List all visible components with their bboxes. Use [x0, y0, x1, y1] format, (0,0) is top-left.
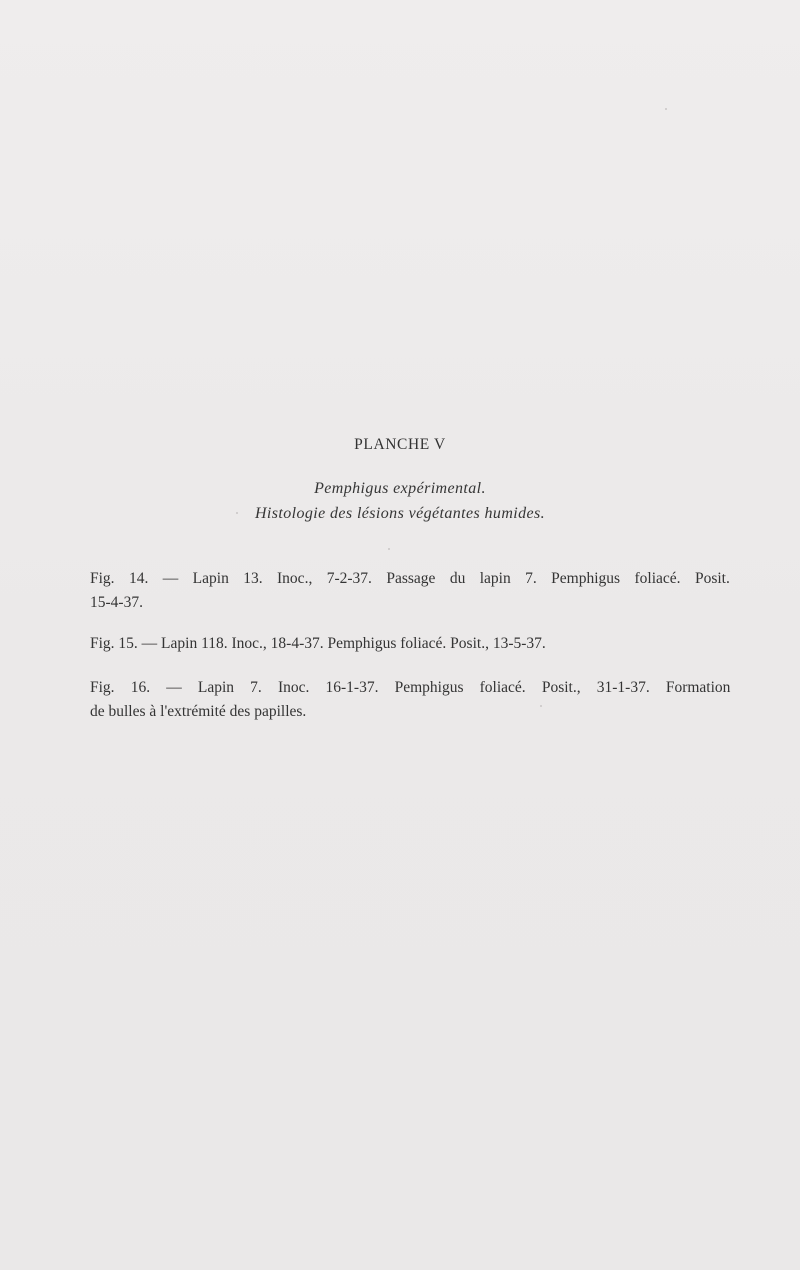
caption-line: de bulles à l'extrémité des papilles. [90, 703, 307, 720]
paper-speck [388, 548, 390, 550]
caption-line: 15-4-37. [90, 594, 143, 611]
paper-speck [540, 705, 542, 707]
plate-subtitle-line-2: Histologie des lésions végétantes humides. [254, 505, 546, 522]
caption-line: Fig. 14. — Lapin 13. Inoc., 7-2-37. Passage du lapin 7. Pemphigus foliacé. Posit. [90, 570, 730, 587]
plate-subtitle-line-1: Pemphigus expérimental. [314, 480, 486, 497]
caption-line: Fig. 16. — Lapin 7. Inoc. 16-1-37. Pemphigus foliacé. Posit., 31-1-37. Formation [90, 679, 731, 696]
figure-caption-15 [90, 632, 730, 656]
paper-speck [236, 512, 238, 514]
plate-title: PLANCHE V [354, 436, 446, 453]
figure-caption-14 [90, 567, 730, 615]
caption-line: Fig. 15. — Lapin 118. Inoc., 18-4-37. Pemphigus foliacé. Posit., 13-5-37. [90, 635, 546, 652]
figure-caption-16 [90, 676, 730, 724]
paper-speck [665, 108, 667, 110]
